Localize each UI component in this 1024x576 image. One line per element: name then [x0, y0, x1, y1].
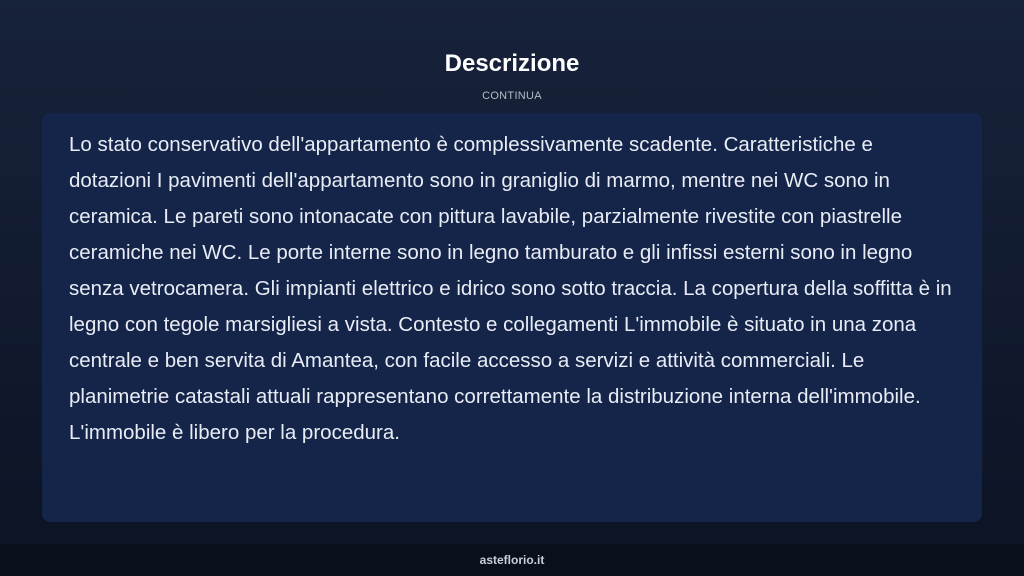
description-text: Lo stato conservativo dell'appartamento è complessivamente scadente. Caratteristiche e dotazioni I pavimenti dell'appartamento sono in graniglio di marmo, mentre nei WC sono in ceramica. Le pareti sono intonacate con pittura lavabile, parzialmente rivestite con piastrelle ceramiche nei WC. Le porte interne sono in legno tamburato e gli infissi esterni sono in legno senza vetrocamera. Gli impianti elettrico e idrico sono sotto traccia. La copertura della soffitta è in legno con tegole marsigliesi a vista. Contesto e collegamenti L'immobile è situato in una zona centrale e ben servita di Amantea, con facile accesso a servizi e attività commerciali. Le planimetrie catastali attuali rappresentano correttamente la distribuzione interna dell'immobile. L'immobile è libero per la procedura. [69, 133, 952, 444]
continue-label: CONTINUA [482, 90, 542, 102]
page-title: Descrizione [444, 50, 580, 77]
description-card [42, 113, 982, 522]
footer-bar [0, 544, 1024, 576]
footer-brand: asteflorio.it [479, 553, 545, 567]
